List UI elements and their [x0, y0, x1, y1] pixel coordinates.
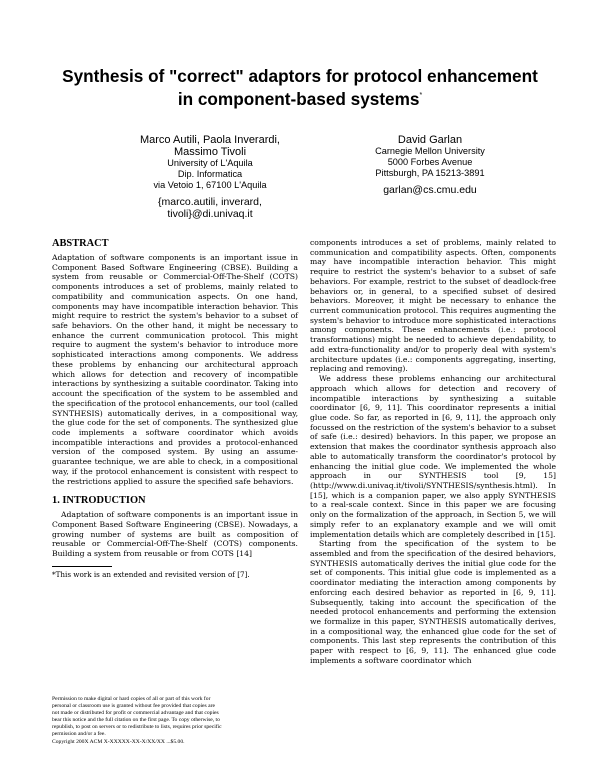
author-email: garlan@cs.cmu.edu: [383, 184, 477, 196]
abstract-heading: ABSTRACT: [52, 238, 109, 249]
affiliation-line: Carnegie Mellon University: [375, 146, 485, 156]
title-line-2: [40, 86, 560, 109]
permission-line: Copyright 200X ACM X-XXXXX-XX-X/XX/XX ...$5.00.: [52, 738, 185, 745]
permission-line: personal or classroom use is granted without fee provided that copies are: [52, 703, 215, 710]
permission-line: bear this notice and the full citation on the first page. To copy otherwise, to: [52, 717, 220, 724]
title-footnote-mark: *: [419, 92, 423, 99]
introduction-paragraph-2: We address these problems enhancing our architectural approach which allows for detection and recovery of incompatible interactions by synthesizing a suitable coordinator [6, 9, 11]. This coordinator represents a initial glue code. So far, as reported in [6, 9, 11], the approach only focussed on the restriction of the system's behavior to a subset of safe (i.e.: desired) behaviors. In this paper, we propose an extension that makes the coordinator synthesis approach also able to automatically transform the coordinator's protocol by enhancing the initial glue code. We implemented the whole approach in our SYNTHESIS tool [9, 15] (http://www.di.univaq.it/tivoli/SYNTHESIS/synthesis.html). In [15], which is a companion paper, we also apply SYNTHESIS to a real-scale context. Since in this paper we are focusing only on the formalization of the approach, in Section 5, we will simply refer to an explanatory example and we will omit implementation details which are completely described in [15].: [310, 374, 556, 539]
author-email-line-1: {marco.autili, inverard,: [158, 196, 262, 208]
footnote: *This work is an extended and revisited version of [7].: [52, 569, 250, 579]
affiliation-line: University of L'Aquila: [167, 158, 253, 168]
introduction-paragraph-continued: components introduces a set of problems, mainly related to communication and compatibility aspects. Often, components may have incompatible interaction behavior. This might require to restrict the system's behavior to a subset of safe behaviors. For example, restrict to the subset of deadlock-free behaviors or, in general, to a specified subset of desired behaviors. Moreover, it might be necessary to enhance the current communication protocol. This requires augmenting the system's behavior to introduce more sophisticated interactions among components. These enhancements (i.e.: protocol transformations) might be needed to achieve dependability, to add extra-functionality and/or to properly deal with system's architecture updates (i.e.: components aggregating, inserting, replacing and removing).: [310, 238, 556, 374]
footnote-rule: [52, 566, 112, 567]
permission-line: republish, to post on servers or to redistribute to lists, requires prior specific: [52, 724, 222, 731]
paper-title: [40, 66, 560, 109]
author-email-line-2: tivoli}@di.univaq.it: [167, 208, 253, 220]
right-column: [310, 238, 556, 666]
affiliation-line: 5000 Forbes Avenue: [387, 157, 473, 167]
left-column: [52, 238, 298, 579]
permission-notice: [52, 696, 298, 746]
introduction-paragraph-3: Starting from the specification of the system to be assembled and from the specification of the desired behaviors, SYNTHESIS automatically derives the initial glue code for the set of components. This initial glue code is implemented as a coordinator mediating the interaction among components by enforcing each desired behavior as reported in [6, 9, 11]. Subsequently, taking into account the specification of the needed protocol enhancements and performing the extension we formalize in this paper, SYNTHESIS automatically derives, in a compositional way, the enhanced glue code for the set of components. This last step represents the contribution of this paper with respect to [6, 9, 11]. The enhanced glue code implements a software coordinator which: [310, 539, 556, 665]
introduction-paragraph-1: Adaptation of software components is an important issue in Component Based Software Engineering (CBSE). Nowadays, a growing number of systems are built as composition of reusable or Commercial-Off-The-Shelf (COTS) components. Building a system from reusable or from COTS [14]: [52, 510, 298, 559]
permission-line: not made or distributed for profit or commercial advantage and that copies: [52, 710, 219, 717]
affiliation-line: Pittsburgh, PA 15213-3891: [375, 168, 485, 178]
permission-line: Permission to make digital or hard copies of all or part of this work for: [52, 696, 211, 702]
author-name: David Garlan: [397, 134, 463, 146]
abstract-text: Adaptation of software components is an important issue in Component Based Software Engineering (CBSE). Building a system from reusable or Commercial-Off-The-Shelf (COTS) components introduces a set of problems, mainly related to compatibility and communication aspects. On one hand, components may have incompatible interaction behavior. This might require to restrict the system's behavior to a subset of safe behaviors. On the other hand, it might be necessary to enhance the current communication protocol. This might require to augment the system's behavior to introduce more sophisticated interactions among components. We address these problems by enhancing our architectural approach which allows for detection and recovery of incompatible interactions by synthesizing a suitable coordinator. Taking into account the specification of the system to be assembled and the specification of the protocol enhancements, our tool (called SYNTHESIS) automatically derives, in a compositional way, the glue code for the set of components. The synthesized glue code implements a software coordinator which avoids incompatible interactions and provides a protocol-enhanced version of the composed system. By using an assume-guarantee technique, we are able to check, in a compositional way, if the protocol enhancement is consistent with respect to the restrictions applied to assure the specified safe behaviors.: [52, 253, 298, 486]
author-names-line-2: Massimo Tivoli: [173, 146, 247, 158]
permission-line: permission and/or a fee.: [52, 731, 106, 738]
introduction-heading: 1. INTRODUCTION: [52, 495, 146, 507]
author-names-line-1: Marco Autili, Paola Inverardi,: [139, 134, 280, 146]
author-affiliation-1: [100, 134, 320, 220]
author-block: [40, 134, 560, 224]
author-affiliation-2: [330, 134, 530, 196]
title-line-1: Synthesis of "correct" adaptors for protocol enhancement: [62, 66, 538, 86]
affiliation-line: via Vetoio 1, 67100 L'Aquila: [153, 180, 267, 190]
title-line-2-text: in component-based systems: [177, 89, 420, 109]
affiliation-line: Dip. Informatica: [177, 169, 243, 179]
